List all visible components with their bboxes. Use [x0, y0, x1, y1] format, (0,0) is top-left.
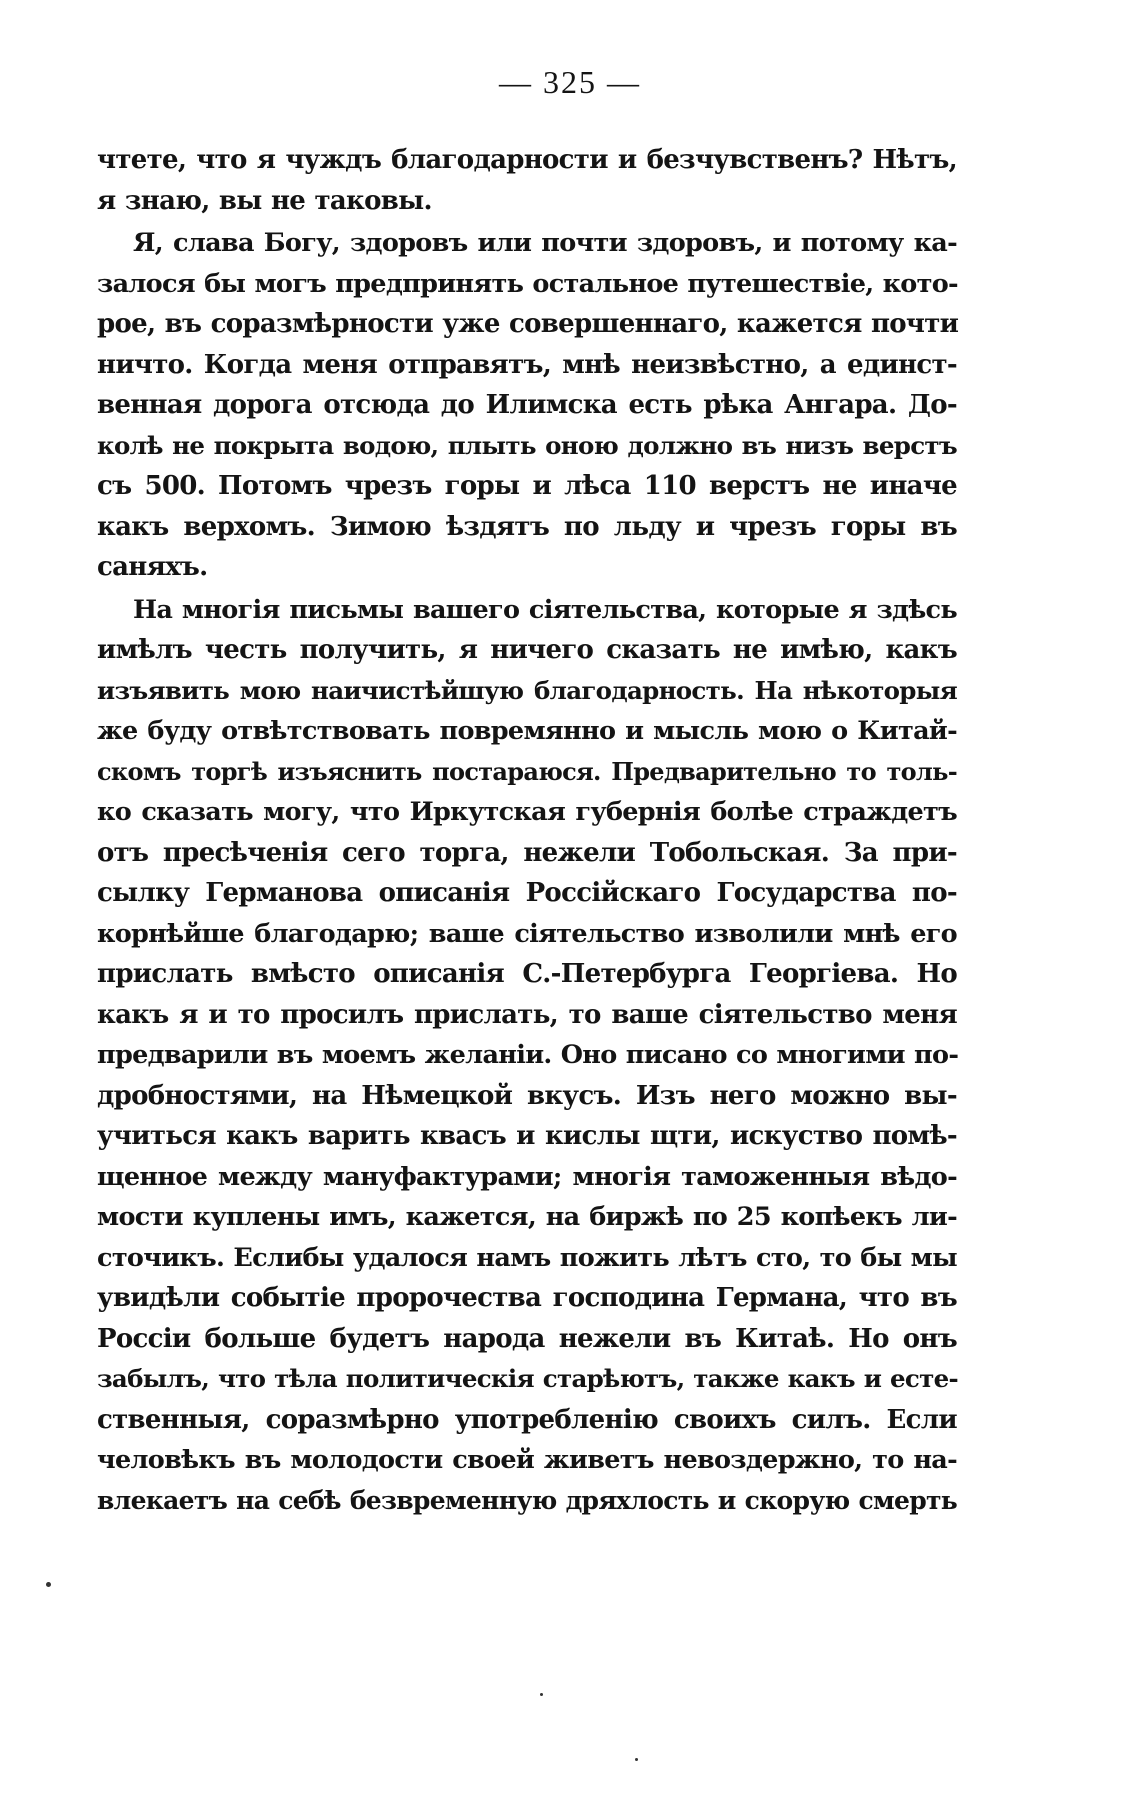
text-line: рое, въ соразмѣрности уже совершеннаго, кажется почти [97, 309, 959, 339]
text-line: забылъ, что тѣла политическія старѣютъ, также какъ и есте- [97, 1364, 958, 1393]
text-line: венная дорога отсюда до Илимска есть рѣка Ангара. До- [97, 390, 957, 420]
text-line: ко сказать могу, что Иркутская губернія болѣе страждетъ [97, 797, 957, 827]
scan-speck [46, 1582, 51, 1587]
text-line: влекаетъ на себѣ безвременную дряхлость и скорую смерть [97, 1485, 958, 1515]
text-line: Россіи больше будетъ народа нежели въ Китаѣ. Но онъ [97, 1323, 957, 1354]
text-line: я знаю, вы не таковы. [97, 185, 432, 216]
text-line: какъ верхомъ. Зимою ѣздятъ по льду и чрезъ горы въ [97, 511, 957, 542]
text-line: учиться какъ варить квасъ и кислы щти, искуство помѣ- [97, 1121, 957, 1151]
text-line: увидѣли событіе пророчества господина Германа, что въ [97, 1283, 957, 1313]
text-line: отъ пресѣченія сего торга, нежели Тобольская. За при- [97, 837, 957, 868]
text-line: На многія письмы вашего сіятельства, которые я здѣсь [133, 594, 957, 625]
scan-speck [540, 1693, 543, 1696]
text-line: же буду отвѣтствовать повремянно и мысль мою о Китай- [97, 716, 957, 746]
text-line: прислать вмѣсто описанія С.-Петербурга Георгіева. Но [97, 959, 957, 989]
text-line: съ 500. Потомъ чрезъ горы и лѣса 110 верстъ не иначе [97, 471, 957, 501]
text-line: имѣлъ честь получить, я ничего сказать не имѣю, какъ [97, 635, 957, 665]
text-line: мости куплены имъ, кажется, на биржѣ по 25 копѣекъ ли- [97, 1202, 957, 1232]
text-line: человѣкъ въ молодости своей живетъ невоздержно, то на- [97, 1445, 957, 1475]
text-line: ственныя, соразмѣрно употребленію своихъ силъ. Если [97, 1404, 957, 1435]
text-line: Я, слава Богу, здоровъ или почти здоровъ, и потому ка- [133, 228, 957, 258]
text-line: саняхъ. [97, 552, 208, 582]
scan-speck [635, 1758, 638, 1761]
body-text [97, 140, 957, 1521]
text-line: предварили въ моемъ желаніи. Оно писано со многими по- [97, 1040, 959, 1070]
text-line: дробностями, на Нѣмецкой вкусъ. Изъ него можно вы- [97, 1080, 957, 1111]
paragraph-3 [97, 590, 957, 1522]
text-line: сточикъ. Еслибы удалося намъ пожить лѣтъ сто, то бы мы [97, 1242, 957, 1273]
text-line: чтете, что я чуждъ благодарности и безчувственъ? Нѣтъ, [97, 145, 957, 175]
text-line: изъявить мою наичистѣйшую благодарность. На нѣкоторыя [97, 675, 957, 705]
text-line: залося бы могъ предпринять остальное путешествіе, кото- [97, 268, 958, 299]
page-number: — 325 — [499, 64, 641, 100]
paragraph-2 [97, 223, 957, 588]
text-line: колѣ не покрыта водою, плыть оною должно въ низъ верстъ [97, 430, 957, 460]
text-line: скомъ торгѣ изъяснить постараюся. Предварительно то толь- [97, 756, 957, 786]
text-line: какъ я и то просилъ прислать, то ваше сіятельство меня [97, 999, 957, 1030]
text-line: щенное между мануфактурами; многія таможенныя вѣдо- [97, 1161, 957, 1192]
text-line: корнѣйше благодарю; ваше сіятельство изволили мнѣ его [97, 918, 957, 949]
paragraph-1 [97, 140, 957, 221]
text-line: сылку Германова описанія Россійскаго Государства по- [97, 878, 957, 908]
text-line: ничто. Когда меня отправятъ, мнѣ неизвѣстно, а единст- [97, 349, 957, 380]
